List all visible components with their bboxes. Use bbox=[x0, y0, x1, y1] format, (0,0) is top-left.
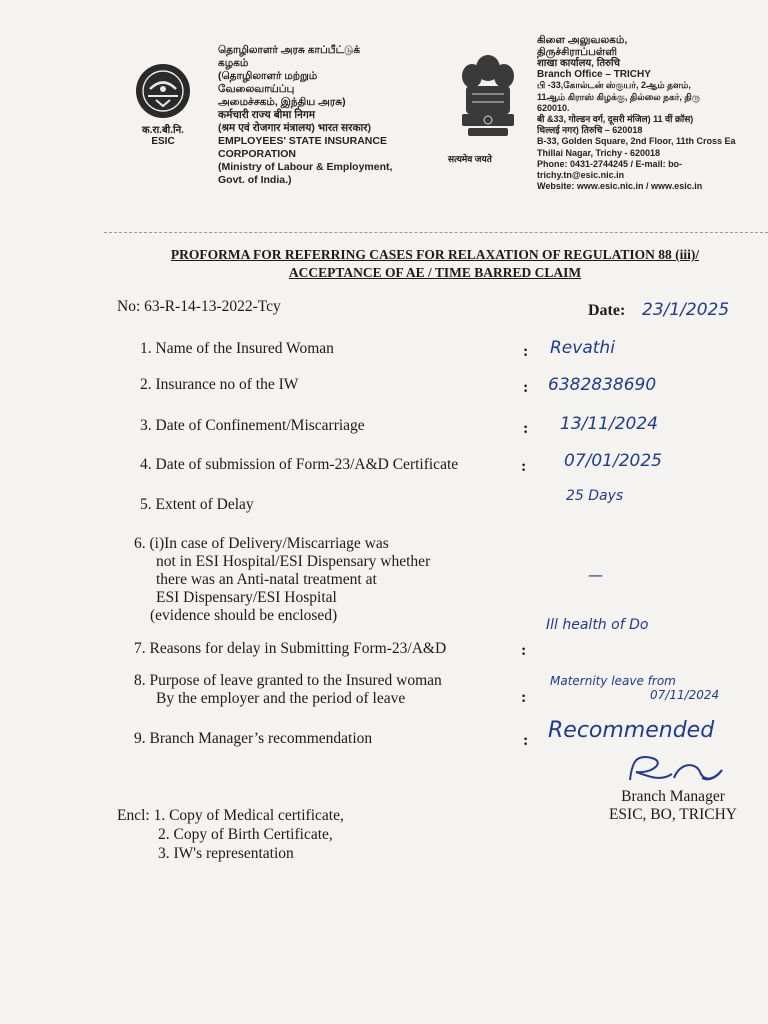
answer-line: Maternity leave from bbox=[550, 674, 676, 688]
header-left-line: Govt. of India.) bbox=[218, 174, 292, 186]
header-divider bbox=[104, 232, 768, 233]
header-right-line: பி -33,கோல்டன் ஸ்குயர், 2ஆம் தளம், bbox=[537, 80, 691, 91]
item-label-continued: By the employer and the period of leave bbox=[156, 690, 406, 707]
signatory-office: ESIC, BO, TRICHY bbox=[608, 806, 738, 823]
header-right-line: 11ஆம் கிராஸ் கிழக்கு, தில்லை நகர், திரு bbox=[537, 91, 701, 102]
form-item-3 bbox=[140, 417, 365, 435]
item-answer-3: 13/11/2024 bbox=[560, 414, 658, 434]
item-colon: : bbox=[521, 642, 527, 659]
item-label: Reasons for delay in Submitting Form-23/A&D bbox=[149, 640, 447, 657]
header-right-line: Branch Office – TRICHY bbox=[537, 69, 651, 81]
form-item-7 bbox=[134, 640, 446, 658]
enclosure-item: 3. IW's representation bbox=[158, 845, 294, 862]
item-number: 9. bbox=[134, 730, 146, 747]
header-left-line: (Ministry of Labour & Employment, bbox=[218, 161, 393, 173]
header-left-line: कर्मचारी राज्य बीमा निगम bbox=[218, 109, 316, 121]
signature-block bbox=[588, 788, 758, 824]
header-right-line: கிளை அலுவலகம், bbox=[537, 34, 628, 46]
logo-caption-english: ESIC bbox=[151, 136, 175, 147]
item-label: Insurance no of the IW bbox=[155, 376, 299, 393]
form-item-6 bbox=[134, 535, 389, 553]
signature-icon bbox=[622, 752, 732, 790]
item-answer-9: Recommended bbox=[548, 718, 715, 743]
item-colon: : bbox=[521, 689, 527, 706]
item-label: Branch Manager’s recommendation bbox=[149, 730, 373, 747]
item-colon: : bbox=[521, 458, 527, 475]
item-answer-2: 6382838690 bbox=[548, 375, 657, 395]
header-left-line: அமைச்சகம், இந்திய அரசு) bbox=[218, 96, 346, 108]
item-number: 3. bbox=[140, 417, 152, 434]
form-item-8 bbox=[134, 672, 442, 690]
item-colon: : bbox=[523, 343, 529, 360]
enclosure-item: 2. Copy of Birth Certificate, bbox=[158, 826, 333, 843]
item-number: 2. bbox=[140, 376, 152, 393]
item-label: Date of submission of Form-23/A&D Certificate bbox=[155, 456, 459, 473]
item-answer-7: Ill health of Do bbox=[546, 617, 649, 633]
national-emblem-icon bbox=[452, 46, 524, 150]
item-answer-5: 25 Days bbox=[566, 488, 624, 504]
signatory-title: Branch Manager bbox=[621, 788, 725, 805]
item-colon: : bbox=[523, 420, 529, 437]
item-label-continued: there was an Anti-natal treatment at bbox=[156, 571, 377, 588]
header-left-text bbox=[218, 44, 433, 187]
form-item-1 bbox=[140, 340, 334, 358]
item-number: 6. bbox=[134, 535, 146, 552]
item-number: 1. bbox=[140, 340, 152, 357]
header-left-line: (தொழிலாளர் மற்றும் bbox=[218, 70, 318, 82]
item-number: 8. bbox=[134, 672, 146, 689]
header-right-line: Phone: 0431-2744245 / E-mail: bo- bbox=[537, 158, 683, 169]
item-answer-8 bbox=[550, 674, 719, 702]
header-right-line: Website: www.esic.nic.in / www.esic.in bbox=[537, 181, 703, 192]
item-number: 5. bbox=[140, 496, 152, 513]
item-answer-1: Revathi bbox=[550, 338, 615, 358]
item-label: Name of the Insured Woman bbox=[155, 340, 334, 357]
item-label-continued: ESI Dispensary/ESI Hospital bbox=[156, 589, 337, 606]
item-label: Purpose of leave granted to the Insured woman bbox=[149, 672, 442, 689]
header-left-line: கழகம் bbox=[218, 57, 249, 69]
header-left-line: வேலைவாய்ப்பு bbox=[218, 83, 295, 95]
item-label: Date of Confinement/Miscarriage bbox=[155, 417, 365, 434]
item-label: Extent of Delay bbox=[155, 496, 254, 513]
header-right-line: திருச்சிராப்பள்ளி bbox=[537, 46, 617, 58]
item-label: (i)In case of Delivery/Miscarriage was bbox=[149, 535, 389, 552]
item-number: 4. bbox=[140, 456, 152, 473]
header-right-line: Thillai Nagar, Trichy - 620018 bbox=[537, 147, 661, 158]
logo-caption bbox=[128, 125, 198, 147]
form-item-4 bbox=[140, 456, 458, 474]
header-left-line: CORPORATION bbox=[218, 148, 296, 160]
header-right-line: 620010. bbox=[537, 102, 570, 113]
header-right-line: B-33, Golden Square, 2nd Floor, 11th Cross Ea bbox=[537, 136, 736, 147]
answer-line: 07/11/2024 bbox=[650, 688, 720, 702]
header-right-line: शाखा कार्यालय, तिरुचि bbox=[537, 58, 620, 69]
item-colon: : bbox=[523, 732, 529, 749]
logo-caption-hindi: क.रा.बी.नि. bbox=[142, 125, 184, 136]
enclosures bbox=[117, 806, 344, 863]
item-answer-4: 07/01/2025 bbox=[564, 451, 662, 471]
header-right-line: trichy.tn@esic.nic.in bbox=[537, 170, 625, 181]
header-left-line: EMPLOYEES' STATE INSURANCE bbox=[218, 135, 387, 147]
title-line: ACCEPTANCE OF AE / TIME BARRED CLAIM bbox=[288, 265, 582, 280]
title-line: PROFORMA FOR REFERRING CASES FOR RELAXATION OF REGULATION 88 (iii)/ bbox=[170, 247, 700, 262]
enclosure-item: 1. Copy of Medical certificate, bbox=[153, 807, 344, 824]
header-left-line: தொழிலாளர் அரசு காப்பீட்டுக் bbox=[218, 44, 361, 56]
item-answer-6: — bbox=[588, 566, 603, 584]
item-label-continued: (evidence should be enclosed) bbox=[150, 607, 338, 624]
enclosures-label: Encl: bbox=[117, 807, 150, 824]
esic-logo-icon bbox=[134, 62, 192, 120]
form-item-9 bbox=[134, 730, 372, 748]
reference-number: No: 63-R-14-13-2022-Tcy bbox=[117, 298, 281, 315]
date-label: Date: bbox=[588, 302, 626, 319]
document-title bbox=[110, 246, 760, 282]
header-right-text bbox=[537, 34, 768, 192]
header-left-line: (श्रम एवं रोजगार मंत्रालय) भारत सरकार) bbox=[218, 122, 372, 134]
item-number: 7. bbox=[134, 640, 146, 657]
form-item-2 bbox=[140, 376, 298, 394]
header-right-line: थिल्लई नगर) तिरुचि – 620018 bbox=[537, 125, 643, 136]
header-right-line: बी &33, गोल्डन वर्ग, दूसरी मंजिल) 11 वीं क्रॉस) bbox=[537, 114, 694, 125]
form-item-5 bbox=[140, 496, 254, 514]
item-label-continued: not in ESI Hospital/ESI Dispensary whether bbox=[156, 553, 431, 570]
emblem-caption: सत्यमेव जयते bbox=[448, 154, 492, 164]
date-value: 23/1/2025 bbox=[642, 300, 730, 320]
item-colon: : bbox=[523, 379, 529, 396]
